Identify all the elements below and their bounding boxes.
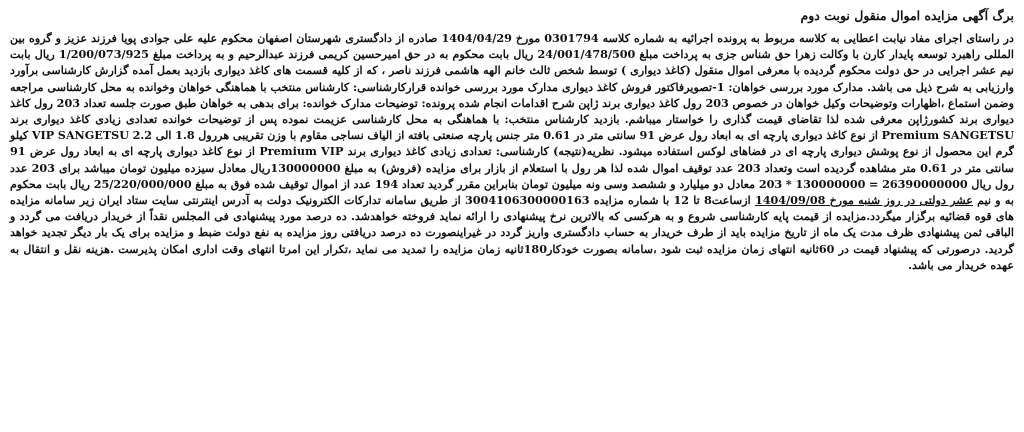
- notice-title: برگ آگهی مزایده اموال منقول نوبت دوم: [800, 8, 1014, 23]
- notice-body-part-2: ازساعت8 تا 12 با شماره مزایده 3004106300000163 از طریق سامانه تدارکات الکترونیک دولت به آدرس اینترنتی سایت ستاد ایران زیر سامانه مزایده های قوه قضائیه برگزار میگردد.مزایده از قیمت پایه کارشناسی شروع و به هرکسی که بالاترین نرخ پیشنهادی را ارائه نماید فروخته خواهدشد. ده درصد مورد پیشنهادی فی المجلس نقداً از خریدار دریافت می گردد و الباقی ثمن پیشنهادی ظرف مدت یک ماه از تاریخ مزایده باید از طرف خریدار به حساب دادگستری واریز گردد در غیراینصورت ده درصد دریافتی روز مزایده به نفع دولت ضبط و مزایده برای یک بار دیگر تجدید خواهد گردید. درصورتی که پیشنهاد قیمت در 60ثانیه انتهای زمان مزایده ثبت شود ،سامانه بصورت خودکار180ثانیه زمان مزایده را تمدید می نماید ،تکرار این امرتا انتهای وقت اداری امکان پذیرست .هزینه نقل و انتقال به عهده خریدار می باشد.: [10, 193, 1014, 272]
- notice-body: [10, 30, 1014, 273]
- notice-body-part-1: در راستای اجرای مفاد نیابت اعطایی به کلاسه مربوط به پرونده اجرائیه به شماره کلاسه 0301794 مورخ 1404/04/29 صادره از دادگستری شهرستان اصفهان محکوم علیه علی جوادی پویا فرزند عزیز و گروه بین المللی راهبرد توسعه پایدار کارن با وکالت زهرا حق شناس جزی به پرداخت مبلغ 24/001/478/500 ریال بابت محکوم به در حق امیرحسین کریمی فرزند عبدالرحیم و به پرداخت مبلغ 1/200/073/925 ریال بابت نیم عشر اجرایی در حق دولت محکوم گردیده با معرفی اموال منقول (کاغذ دیواری ) توسط شخص ثالث خانم الهه هاشمی فرزند ناصر ، که از کلیه قسمت های کاغذ دیواری بازدید بعمل آمده گزارش کارشناسی برآورد وارزیابی به شرح ذیل می باشد. مدارک مورد بررسی خواهان: 1-تصویرفاکتور فروش کاغذ دیواری مدارک مورد بررسی خوانده قرارکارشناسی: کارشناس منتخب با هماهنگی خواهان وخوانده به محل کارشناسی مراجعه وضمن استماع ،اظهارات وتوضیحات وکیل خواهان در خصوص 203 رول کاغذ دیواری برند ژاپن شرح اقدامات انجام شده پرونده: توضیحات مدارک خوانده: برای بدهی به خواهان طبق صورت جلسه تعداد 203 رول کاغذ دیواری برند کشورژاپن معرفی شده لذا تقاضای قیمت گذاری را خواستار میباشم. بازدید کارشناس منتخب: با هماهنگی به محل کارشناسی عزیمت نموده پس از توضیحات خوانده تعدادی زیادی کاغذ دیواری برند Premium SANGETSU از نوع کاغذ دیواری پارچه ای به ابعاد رول عرض 91 سانتی متر در 0.61 متر جنس پارچه صنعتی بافته از الیاف نساجی مقاوم با وزن تقریبی هررول 1.8 الی 2.2 VIP SANGETSU کیلو گرم این محصول از نوع پوشش دیواری پارچه ای در فضاهای لوکس استفاده میشود. نظریه(نتیجه) کارشناسی: تعدادی زیادی کاغذ دیواری برند Premium VIP از نوع کاغذ دیواری پارچه ای به ابعاد رول عرض 91 سانتی متر در 0.61 متر مشاهده گردیده است وتعداد 203 عدد توقیف اموال شده لذا هر رول با استعلام از بازار برای مزایده (فروش) به مبلغ 130000000ریال معادل سیزده میلیون تومان میباشد برای 203 عدد رول ریال 26390000000 = 130000000 * 203 معادل دو میلیارد و ششصد وسی ونه میلیون تومان بنابراین مقرر گردید تعداد 194 عدد از اموال توقیف شده فوق به مبلغ 25/220/000/000 ریال بابت محکوم به و نیم: [10, 31, 1015, 208]
- auction-date-underlined: عشر دولتی در روز شنبه مورخ 1404/09/08: [754, 193, 973, 208]
